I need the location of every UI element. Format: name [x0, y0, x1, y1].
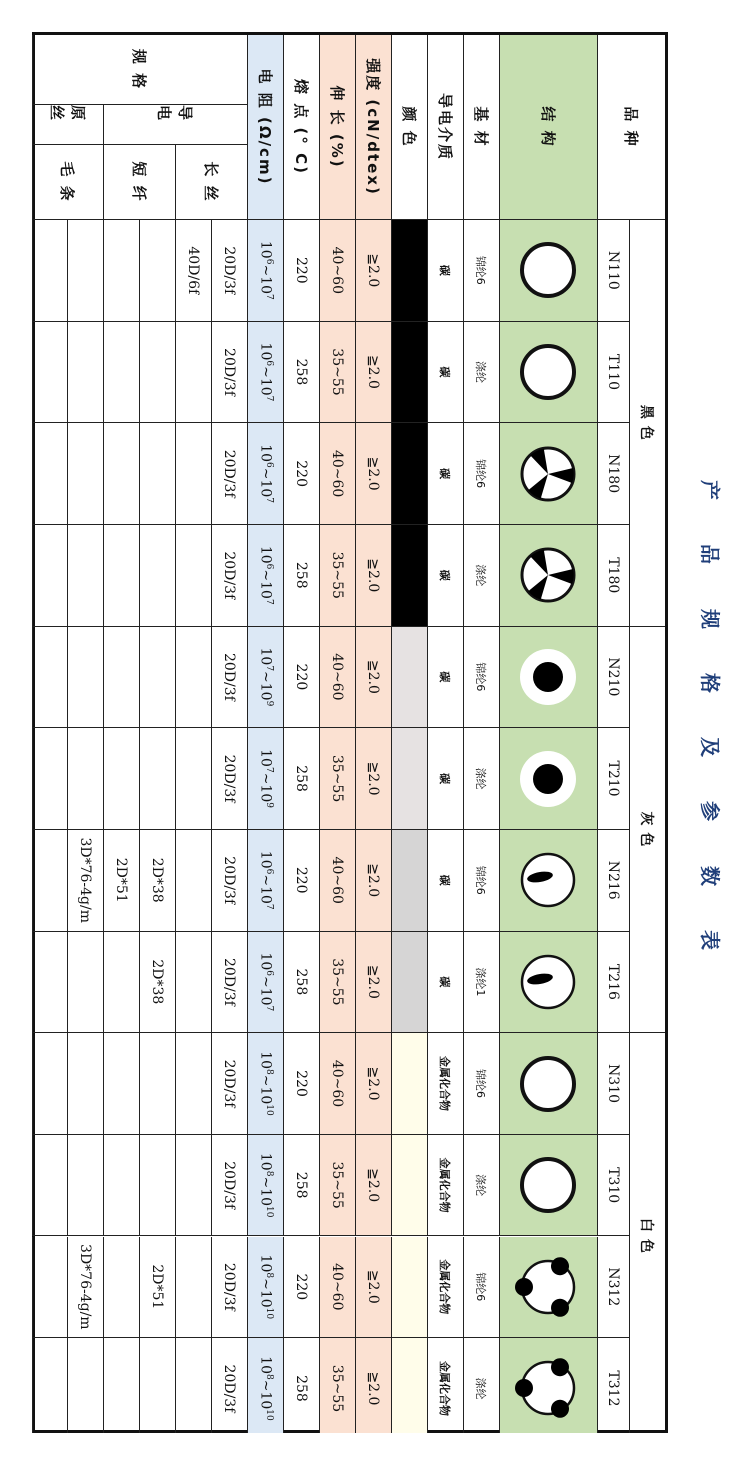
conductive-medium: 碳 — [427, 322, 463, 424]
spec-staple1 — [139, 220, 175, 322]
elongation-value: 35~55 — [319, 1338, 355, 1433]
spec-fil2 — [175, 1033, 211, 1135]
color-swatch — [391, 1338, 427, 1433]
strength-value: ≧2.0 — [355, 1338, 391, 1433]
header-variety: 品 种 — [597, 35, 665, 220]
conductive-medium: 金属化合物 — [427, 1237, 463, 1339]
spec-tow2 — [32, 525, 67, 627]
conductive-medium: 金属化合物 — [427, 1033, 463, 1135]
cross-section-icon — [507, 1143, 591, 1227]
elongation-value: 35~55 — [319, 932, 355, 1034]
spec-tow2 — [32, 627, 67, 729]
structure-cell — [499, 1338, 597, 1433]
group-header: 白 色 — [629, 1033, 665, 1433]
spec-staple1 — [139, 322, 175, 424]
product-code: T312 — [597, 1338, 629, 1433]
resistance-range: $10^6\sim 10^7$ — [257, 444, 274, 504]
cross-section-icon — [507, 838, 591, 922]
strength-value: ≧2.0 — [355, 932, 391, 1034]
resistance-value — [247, 627, 283, 729]
product-code: T110 — [597, 322, 629, 424]
spec-staple1 — [139, 728, 175, 830]
structure-cell — [499, 728, 597, 830]
spec-tow2 — [32, 220, 67, 322]
spec-fil1: 20D/3f — [211, 1033, 247, 1135]
spec-fil2 — [175, 322, 211, 424]
header-conductive-medium: 导电介质 — [427, 35, 463, 220]
base-material: 涤纶 — [463, 1338, 499, 1433]
resistance-value — [247, 1033, 283, 1135]
title-char: 品 — [698, 544, 722, 565]
spec-tow2 — [32, 423, 67, 525]
resistance-range: $10^8\sim 10^{10}$ — [257, 1152, 274, 1218]
spec-fil2: 40D/6f — [175, 220, 211, 322]
resistance-range: $10^6\sim 10^7$ — [257, 952, 274, 1012]
resistance-range: $10^6\sim 10^7$ — [257, 342, 274, 402]
page-title — [686, 480, 734, 950]
structure-cell — [499, 1033, 597, 1135]
structure-cell — [499, 1135, 597, 1237]
color-swatch — [391, 220, 427, 322]
spec-staple2 — [103, 423, 139, 525]
spec-tow2 — [32, 322, 67, 424]
spec-staple2 — [103, 1237, 139, 1339]
spec-fil1: 20D/3f — [211, 1237, 247, 1339]
base-material: 锦纶6 — [463, 830, 499, 932]
elongation-value: 40~60 — [319, 423, 355, 525]
spec-tow1 — [67, 220, 103, 322]
spec-tow1: 3D*76-4g/m — [67, 830, 103, 932]
spec-table-frame — [32, 32, 668, 1433]
structure-cell — [499, 627, 597, 729]
melting-point-value: 258 — [283, 1135, 319, 1237]
spec-fil1: 20D/3f — [211, 525, 247, 627]
spec-staple1: 2D*38 — [139, 830, 175, 932]
product-code: N110 — [597, 220, 629, 322]
conductive-medium: 碳 — [427, 220, 463, 322]
strength-value: ≧2.0 — [355, 525, 391, 627]
spec-staple1 — [139, 525, 175, 627]
header-structure: 结 构 — [499, 35, 597, 220]
spec-tow1 — [67, 627, 103, 729]
header-staple: 短 纤 — [103, 145, 175, 220]
base-material: 涤纶 — [463, 1135, 499, 1237]
resistance-range: $10^6\sim 10^7$ — [257, 850, 274, 910]
product-code: N210 — [597, 627, 629, 729]
product-code: N312 — [597, 1237, 629, 1339]
color-swatch — [391, 525, 427, 627]
resistance-value — [247, 1237, 283, 1339]
conductive-medium: 碳 — [427, 423, 463, 525]
melting-point-value: 220 — [283, 830, 319, 932]
spec-fil1: 20D/3f — [211, 830, 247, 932]
melting-point-value: 220 — [283, 627, 319, 729]
strength-value: ≧2.0 — [355, 423, 391, 525]
resistance-value — [247, 830, 283, 932]
structure-cell — [499, 423, 597, 525]
resistance-range: $10^6\sim 10^7$ — [257, 545, 274, 605]
spec-fil2 — [175, 627, 211, 729]
spec-fil2 — [175, 1338, 211, 1433]
resistance-value — [247, 1135, 283, 1237]
cross-section-icon — [507, 228, 591, 312]
spec-fil1: 20D/3f — [211, 322, 247, 424]
elongation-value: 35~55 — [319, 728, 355, 830]
title-char: 参 — [698, 801, 722, 822]
strength-value: ≧2.0 — [355, 1237, 391, 1339]
header-spec: 规 格 — [32, 35, 247, 105]
color-swatch — [391, 423, 427, 525]
product-code: N310 — [597, 1033, 629, 1135]
cross-section-icon — [507, 737, 591, 821]
strength-value: ≧2.0 — [355, 1033, 391, 1135]
spec-tow2 — [32, 1135, 67, 1237]
title-char: 产 — [698, 480, 722, 500]
conductive-medium: 碳 — [427, 932, 463, 1034]
header-tow: 毛 条 — [32, 145, 103, 220]
spec-staple1 — [139, 1033, 175, 1135]
melting-point-value: 258 — [283, 1338, 319, 1433]
header-resistance: 电 阻 (Ω/cm) — [247, 35, 283, 220]
color-swatch — [391, 830, 427, 932]
spec-tow1 — [67, 932, 103, 1034]
spec-tow1: 3D*76-4g/m — [67, 1237, 103, 1339]
header-elongation: 伸 长 (%) — [319, 35, 355, 220]
resistance-range: $10^6\sim 10^7$ — [257, 240, 274, 300]
spec-staple1: 2D*38 — [139, 932, 175, 1034]
spec-staple2: 2D*51 — [103, 830, 139, 932]
product-code: N216 — [597, 830, 629, 932]
spec-staple1: 2D*51 — [139, 1237, 175, 1339]
cross-section-icon — [507, 1346, 591, 1430]
structure-cell — [499, 830, 597, 932]
spec-tow1 — [67, 1033, 103, 1135]
spec-fil2 — [175, 728, 211, 830]
melting-point-value: 220 — [283, 1237, 319, 1339]
color-swatch — [391, 932, 427, 1034]
spec-fil1: 20D/3f — [211, 423, 247, 525]
spec-staple2 — [103, 932, 139, 1034]
spec-fil1: 20D/3f — [211, 728, 247, 830]
title-char: 及 — [698, 737, 722, 758]
cross-section-icon — [507, 635, 591, 719]
spec-tow1 — [67, 1338, 103, 1433]
color-swatch — [391, 1237, 427, 1339]
spec-tow2 — [32, 1033, 67, 1135]
spec-fil1: 20D/3f — [211, 932, 247, 1034]
spec-tow2 — [32, 932, 67, 1034]
spec-tow1 — [67, 423, 103, 525]
melting-point-value: 258 — [283, 322, 319, 424]
spec-fil2 — [175, 932, 211, 1034]
color-swatch — [391, 322, 427, 424]
spec-fil2 — [175, 423, 211, 525]
header-strength: 强度 (cN/dtex) — [355, 35, 391, 220]
spec-fil2 — [175, 1237, 211, 1339]
base-material: 涤纶 — [463, 728, 499, 830]
spec-tow2 — [32, 1338, 67, 1433]
header-filament: 长 丝 — [175, 145, 247, 220]
melting-point-value: 220 — [283, 1033, 319, 1135]
group-header: 灰 色 — [629, 627, 665, 1034]
melting-point-value: 220 — [283, 423, 319, 525]
header-conductive-group: 导 电 — [103, 105, 247, 145]
resistance-range: $10^7\sim 10^9$ — [257, 647, 274, 707]
base-material: 锦纶6 — [463, 423, 499, 525]
cross-section-icon — [507, 330, 591, 414]
spec-fil2 — [175, 1135, 211, 1237]
conductive-medium: 碳 — [427, 627, 463, 729]
product-code: T216 — [597, 932, 629, 1034]
spec-staple2 — [103, 1338, 139, 1433]
strength-value: ≧2.0 — [355, 728, 391, 830]
product-code: T210 — [597, 728, 629, 830]
spec-fil1: 20D/3f — [211, 627, 247, 729]
header-melting-point: 熔 点 (° C) — [283, 35, 319, 220]
base-material: 涤纶1 — [463, 932, 499, 1034]
resistance-value — [247, 423, 283, 525]
spec-table — [32, 32, 668, 1433]
resistance-value — [247, 932, 283, 1034]
cross-section-icon — [507, 533, 591, 617]
spec-fil2 — [175, 830, 211, 932]
spec-tow1 — [67, 322, 103, 424]
elongation-value: 40~60 — [319, 1237, 355, 1339]
spec-staple1 — [139, 1135, 175, 1237]
spec-staple2 — [103, 728, 139, 830]
title-char: 表 — [698, 929, 722, 950]
base-material: 涤纶 — [463, 322, 499, 424]
spec-staple1 — [139, 1338, 175, 1433]
spec-fil1: 20D/3f — [211, 220, 247, 322]
strength-value: ≧2.0 — [355, 627, 391, 729]
elongation-value: 35~55 — [319, 322, 355, 424]
resistance-value — [247, 728, 283, 830]
title-char: 规 — [698, 608, 722, 629]
header-raw-group: 原 丝 — [32, 105, 103, 145]
header-color: 颜 色 — [391, 35, 427, 220]
header-base: 基 材 — [463, 35, 499, 220]
structure-cell — [499, 322, 597, 424]
color-swatch — [391, 627, 427, 729]
base-material: 锦纶6 — [463, 627, 499, 729]
elongation-value: 40~60 — [319, 1033, 355, 1135]
spec-fil2 — [175, 525, 211, 627]
product-code: T310 — [597, 1135, 629, 1237]
spec-fil1: 20D/3f — [211, 1135, 247, 1237]
spec-staple2 — [103, 1135, 139, 1237]
melting-point-value: 220 — [283, 220, 319, 322]
color-swatch — [391, 1135, 427, 1237]
base-material: 锦纶6 — [463, 220, 499, 322]
resistance-value — [247, 220, 283, 322]
base-material: 锦纶6 — [463, 1033, 499, 1135]
spec-staple2 — [103, 525, 139, 627]
elongation-value: 40~60 — [319, 220, 355, 322]
spec-staple2 — [103, 220, 139, 322]
conductive-medium: 金属化合物 — [427, 1135, 463, 1237]
conductive-medium: 碳 — [427, 525, 463, 627]
base-material: 涤纶 — [463, 525, 499, 627]
title-char: 格 — [698, 672, 722, 693]
resistance-value — [247, 525, 283, 627]
spec-tow2 — [32, 728, 67, 830]
structure-cell — [499, 932, 597, 1034]
elongation-value: 40~60 — [319, 830, 355, 932]
conductive-medium: 碳 — [427, 728, 463, 830]
structure-cell — [499, 525, 597, 627]
spec-staple2 — [103, 322, 139, 424]
spec-tow1 — [67, 525, 103, 627]
color-swatch — [391, 728, 427, 830]
cross-section-icon — [507, 1245, 591, 1329]
spec-tow1 — [67, 1135, 103, 1237]
spec-tow1 — [67, 728, 103, 830]
melting-point-value: 258 — [283, 728, 319, 830]
cross-section-icon — [507, 432, 591, 516]
melting-point-value: 258 — [283, 932, 319, 1034]
spec-staple2 — [103, 1033, 139, 1135]
cross-section-icon — [507, 1042, 591, 1126]
base-material: 锦纶6 — [463, 1237, 499, 1339]
elongation-value: 35~55 — [319, 1135, 355, 1237]
color-swatch — [391, 1033, 427, 1135]
conductive-medium: 金属化合物 — [427, 1338, 463, 1433]
cross-section-icon — [507, 940, 591, 1024]
product-code: N180 — [597, 423, 629, 525]
spec-tow2 — [32, 1237, 67, 1339]
group-header: 黑 色 — [629, 220, 665, 627]
strength-value: ≧2.0 — [355, 322, 391, 424]
strength-value: ≧2.0 — [355, 1135, 391, 1237]
spec-staple1 — [139, 627, 175, 729]
resistance-value — [247, 322, 283, 424]
resistance-range: $10^8\sim 10^{10}$ — [257, 1051, 274, 1116]
structure-cell — [499, 1237, 597, 1339]
product-code: T180 — [597, 525, 629, 627]
spec-tow2 — [32, 830, 67, 932]
spec-staple1 — [139, 423, 175, 525]
elongation-value: 40~60 — [319, 627, 355, 729]
resistance-value — [247, 1338, 283, 1433]
resistance-range: $10^8\sim 10^{10}$ — [257, 1356, 274, 1421]
strength-value: ≧2.0 — [355, 220, 391, 322]
spec-fil1: 20D/3f — [211, 1338, 247, 1433]
elongation-value: 35~55 — [319, 525, 355, 627]
resistance-range: $10^8\sim 10^{10}$ — [257, 1254, 274, 1320]
title-char: 数 — [698, 865, 722, 886]
spec-staple2 — [103, 627, 139, 729]
structure-cell — [499, 220, 597, 322]
conductive-medium: 碳 — [427, 830, 463, 932]
resistance-range: $10^7\sim 10^9$ — [257, 749, 274, 808]
strength-value: ≧2.0 — [355, 830, 391, 932]
melting-point-value: 258 — [283, 525, 319, 627]
